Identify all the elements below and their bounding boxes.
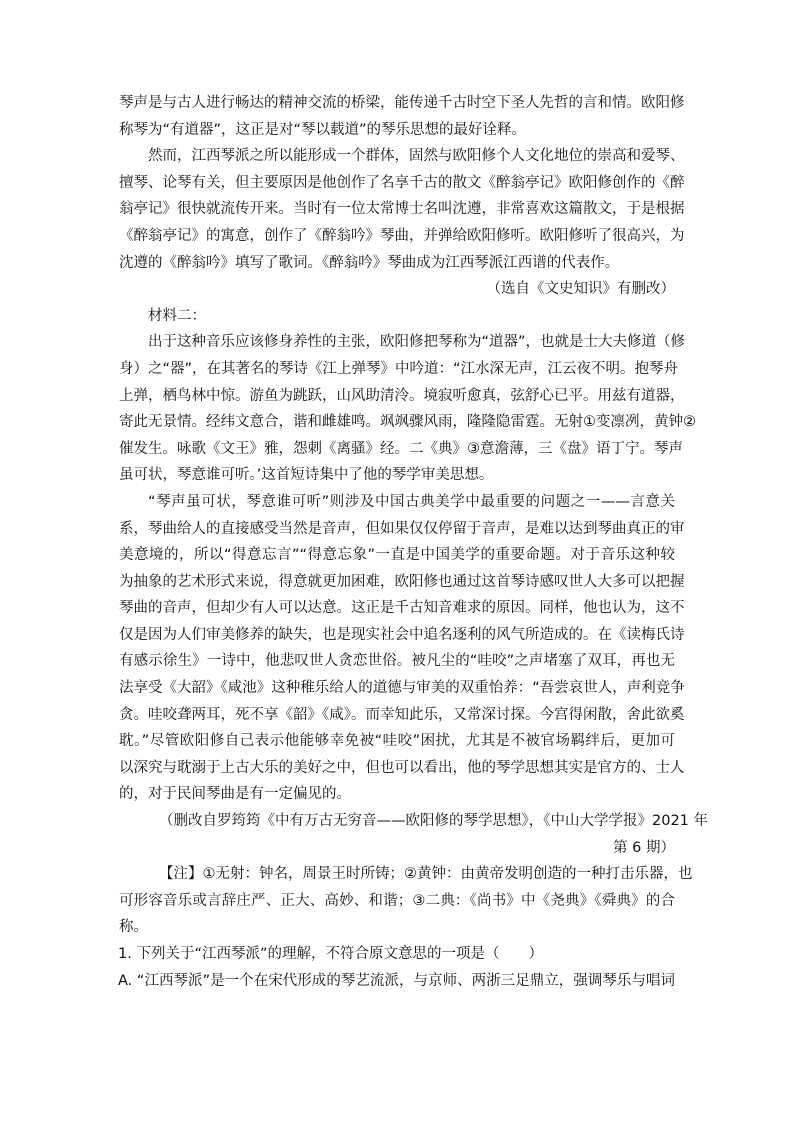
note-line: 称。 (119, 919, 148, 936)
document-page (118, 90, 709, 994)
text-line: 擅琴、论琴有关，但主要原因是他创作了名享千古的散文《醉翁亭记》欧阳修创作的《醉 (119, 174, 685, 191)
text-line: 仅是因为人们审美修养的缺失，也是现实社会中追名逐利的风气所造成的。在《读梅氏诗 (119, 626, 685, 643)
source-citation-continued: 第 6 期） (613, 839, 675, 856)
source-citation: （选自《文史知识》有删改） (486, 281, 675, 298)
text-line: 美意境的，所以“得意忘言”“得意忘象”一直是中国美学的重要命题。对于音乐这种较 (119, 547, 675, 564)
text-line: 翁亭记》很快就流传开来。当时有一位太常博士名叫沈遵，非常喜欢这篇散文，于是根据 (119, 201, 685, 218)
material-two (119, 303, 709, 861)
text-line: 寄此无景情。经纬文意合，谐和雌雄鸣。飒飒骤风雨，隆隆隐雷霆。无射①变凛冽，黄钟② (119, 414, 696, 431)
text-line: 系，琴曲给人的直接感受当然是音声，但如果仅仅停留于音声，是难以达到琴曲真正的审 (119, 520, 685, 537)
question-stem: 1. 下列关于“江西琴派”的理解，不符合原文意思的一项是（ ） (118, 946, 543, 962)
note-line: 可形容音乐或言辞庄严、正大、高妙、和谐；③二典：《尚书》中《尧典》《舜典》的合 (119, 892, 675, 909)
text-line: 的，对于民间琴曲是有一定偏见的。 (119, 786, 351, 803)
text-line: 催发生。咏歌《文王》雅，怨刺《离骚》经。二《典》③意澹薄，三《盘》语丁宁。琴声 (119, 440, 683, 457)
paragraph-start: 然而，江西琴派之所以能形成一个群体，固然与欧阳修个人文化地位的崇高和爱琴、 (148, 148, 685, 165)
text-line: 身）之“器”，在其著名的琴诗《江上弹琴》中吟道：“江水深无声，江云夜不明。抱琴舟 (119, 360, 679, 377)
paragraph-start: 出于这种音乐应该修身养性的主张，欧阳修把琴称为“道器”，也就是士大夫修道（修 (148, 334, 686, 351)
text-line: 法享受《大韶》《咸池》这种稚乐给人的道德与审美的双重怡养：“吾尝哀世人，声利竞争 (119, 680, 685, 697)
text-line: 琴声是与古人进行畅达的精神交流的桥梁，能传递千古时空下圣人先哲的言和情。欧阳修 (119, 95, 685, 111)
annotation-notes (119, 861, 693, 941)
text-line: 为抽象的艺术形式来说，得意就更加困难，欧阳修也通过这首琴诗感叹世人大多可以把握 (119, 573, 685, 590)
section-heading: 材料二： (148, 307, 206, 324)
text-line: 《醉翁亭记》的寓意，创作了《醉翁吟》琴曲，并弹给欧阳修听。欧阳修听了很高兴，为 (119, 227, 685, 244)
material-one-excerpt (119, 90, 685, 303)
text-line: 贪。哇咬聋两耳，死不享《韶》《咸》。而幸知此乐，又常深讨探。今宫得闲散，舍此欲奚 (119, 706, 685, 723)
text-line: 上弹，栖鸟林中惊。游鱼为跳跃，山风助清泠。境寂听愈真，弦舒心已平。用兹有道器， (119, 387, 685, 404)
text-line: 琴曲的音声，但却少有人可以达意。这正是千古知音难求的原因。同样，他也认为，这不 (119, 600, 685, 617)
text-line: 沈遵的《醉翁吟》填写了歌词。《醉翁吟》琴曲成为江西琴派江西谱的代表作。 (119, 254, 620, 271)
text-line: 以深究与耽溺于上古大乐的美好之中，但也可以看出，他的琴学思想其实是官方的、士人 (119, 759, 685, 776)
question-option-a: A. “江西琴派”是一个在宋代形成的琴艺流派，与京师、两浙三足鼎立，强调琴乐与唱词 (118, 972, 675, 989)
source-citation: （删改自罗筠筠《中有万古无穷音——欧阳修的琴学思想》，《中山大学学报》2021 年 (159, 813, 709, 830)
text-line: 称琴为“有道器”，这正是对“琴以载道”的琴乐思想的最好诠释。 (119, 121, 527, 138)
note-line: 【注】①无射：钟名，周景王时所铸；②黄钟：由黄帝发明创造的一种打击乐器，也 (159, 866, 693, 883)
paragraph-start: “琴声虽可状，琴意谁可听”则涉及中国古典美学中最重要的问题之一——言意关 (148, 493, 675, 510)
text-line: 有感示徐生》一诗中，他悲叹世人贪恋世俗。被凡尘的“哇咬”之声堵塞了双耳，再也无 (119, 653, 675, 670)
question-one (119, 941, 675, 994)
text-line: 耽。”尽管欧阳修自己表示他能够幸免被“哇咬”困扰，尤其是不被官场羁绊后，更加可 (119, 733, 675, 750)
text-line: 虽可状，琴意谁可听。’这首短诗集中了他的琴学审美思想。 (119, 467, 494, 484)
